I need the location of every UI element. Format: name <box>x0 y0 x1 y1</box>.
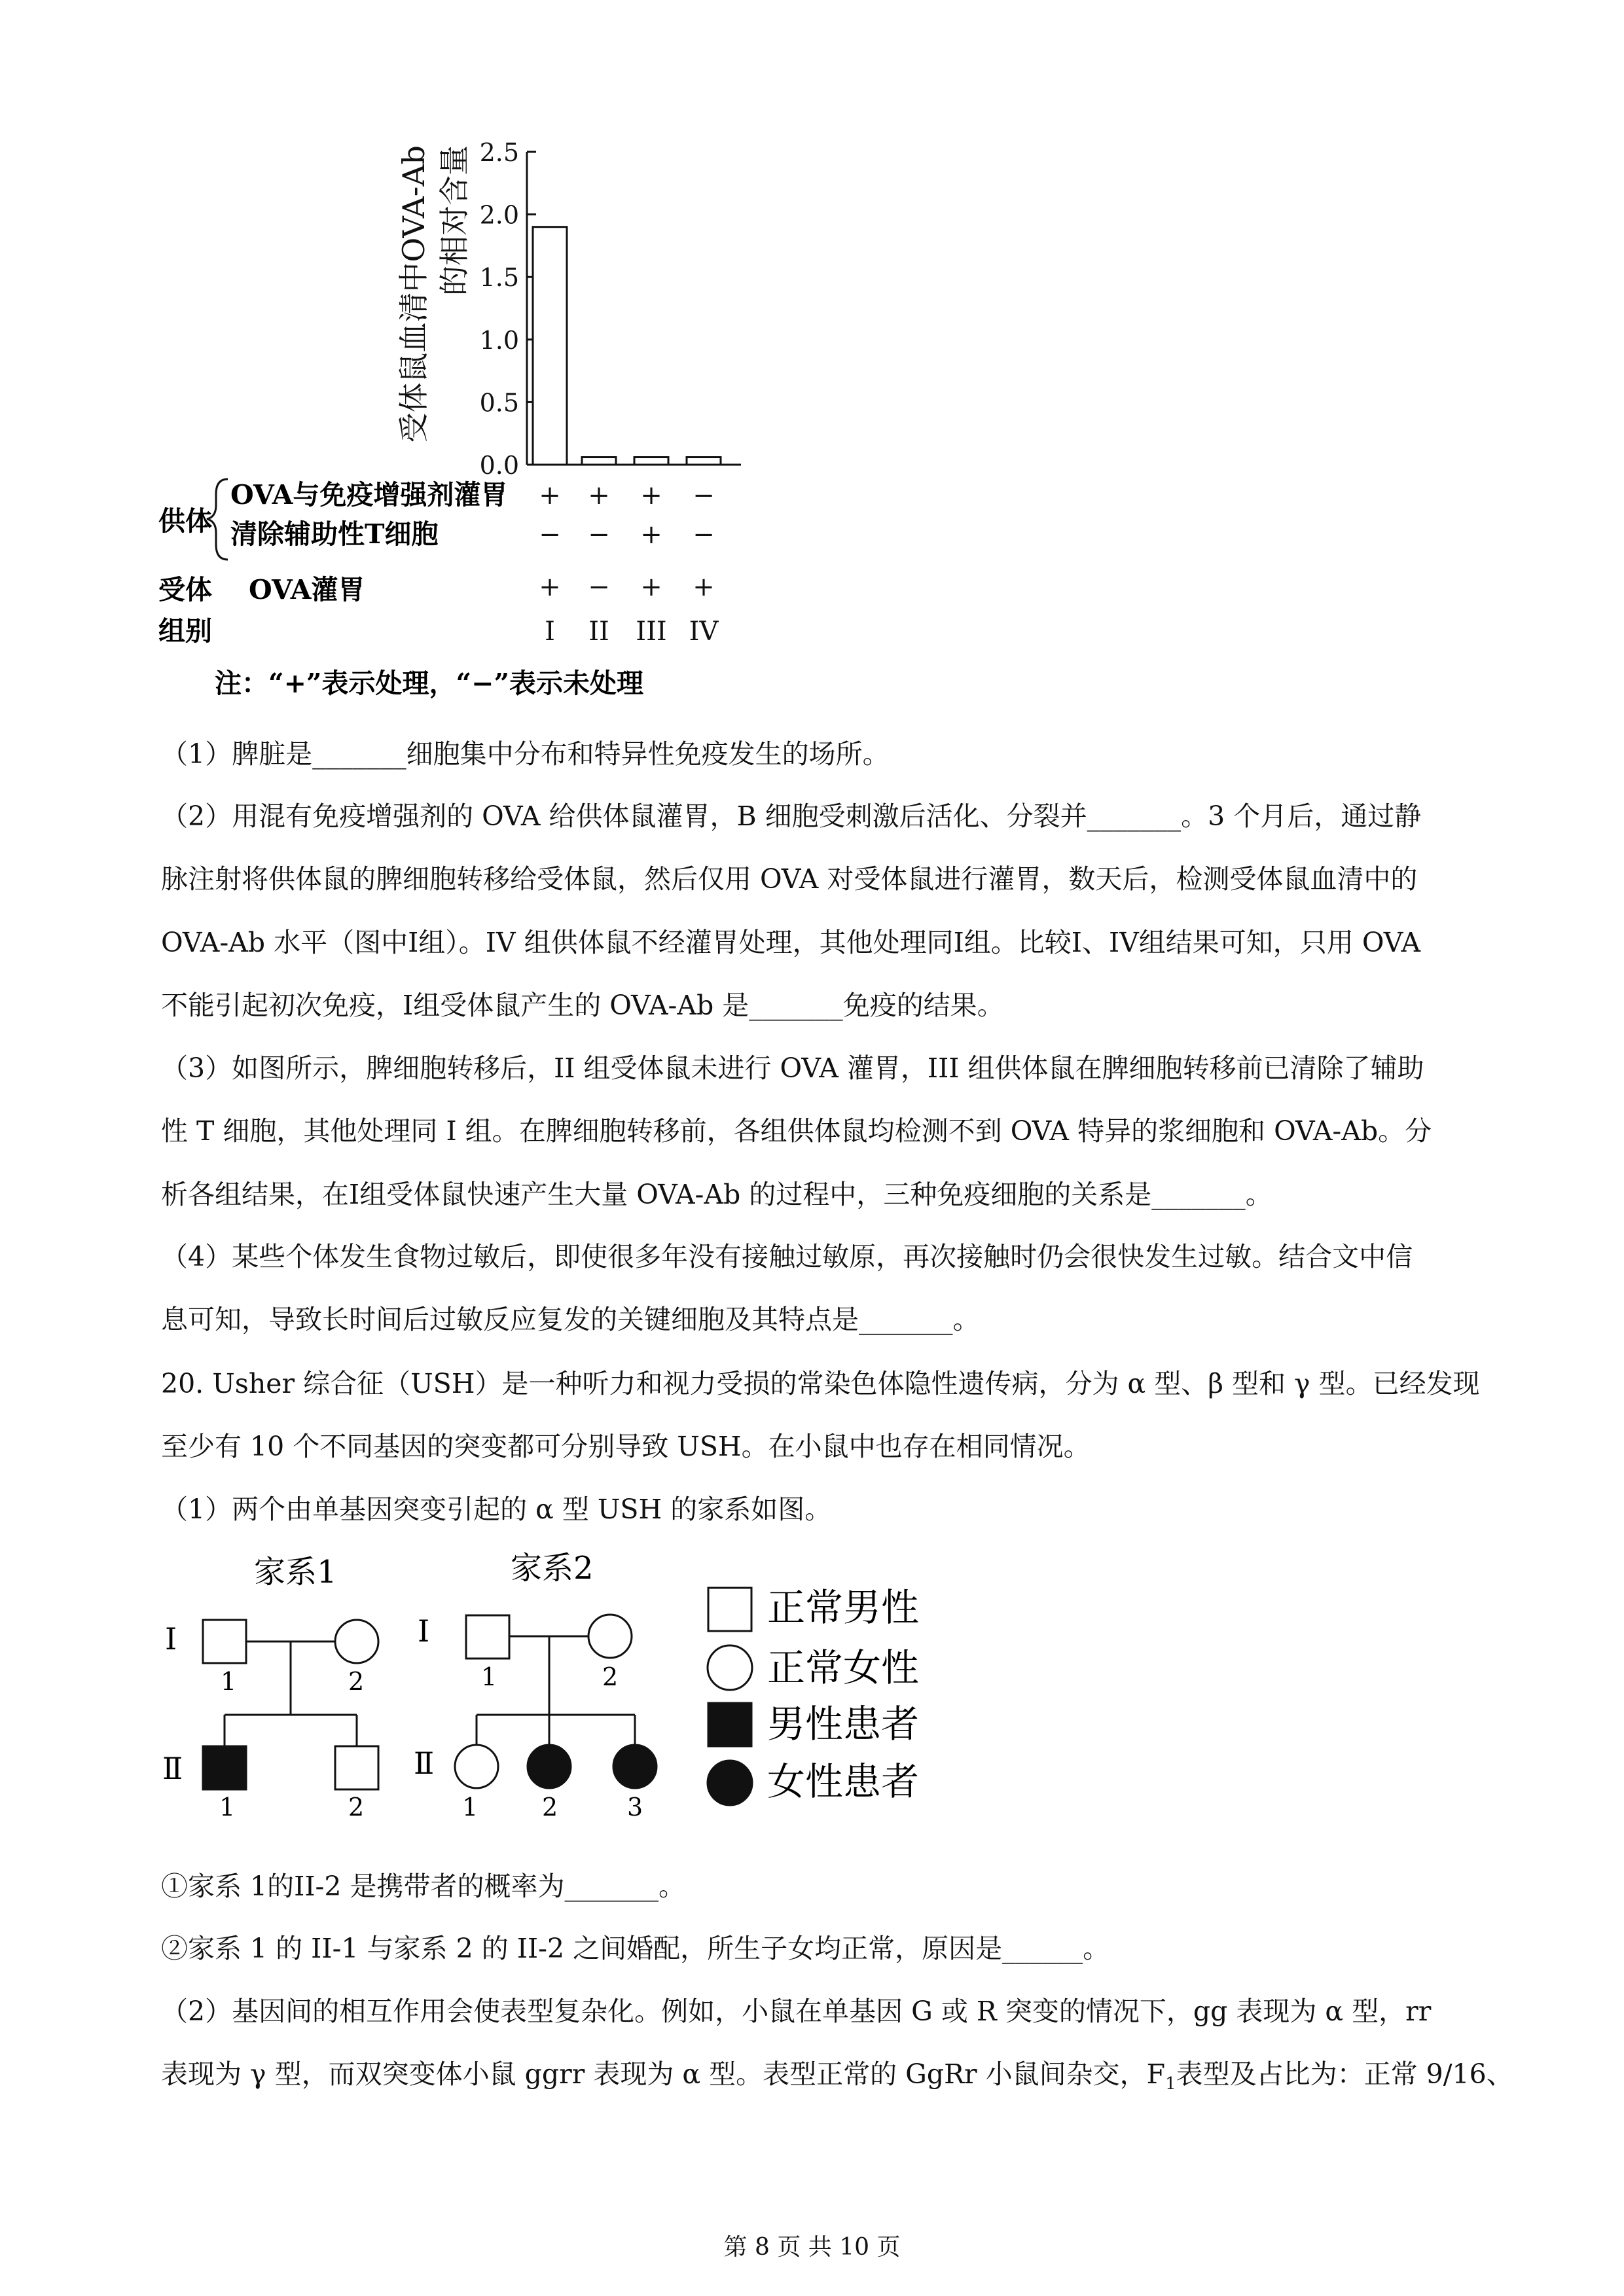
f2-ii1-normal-female <box>455 1745 498 1788</box>
recipient-ova-sign-4: + <box>693 572 715 602</box>
f2-i1-normal-male <box>466 1615 509 1659</box>
question-19-3-line-3: 析各组结果，在I组受体鼠快速产生大量 OVA-Ab 的过程中，三种免疫细胞的关系是_______。 <box>161 1179 1272 1210</box>
f2-i1-number: 1 <box>481 1662 497 1691</box>
y-tick-label: 0.5 <box>479 388 519 418</box>
donor-brace <box>207 479 228 560</box>
generation-ii-label-f1: Ⅱ <box>162 1751 183 1786</box>
page-footer <box>0 2229 1624 2262</box>
group-label-IV: IV <box>689 617 719 647</box>
donor-row-2-label: 清除辅助性T细胞 <box>230 518 439 550</box>
f1-i1-normal-male <box>203 1620 246 1663</box>
question-19-4-line-2: 息可知，导致长时间后过敏反应复发的关键细胞及其特点是_______。 <box>161 1304 980 1335</box>
legend-affected-male-symbol <box>708 1703 751 1746</box>
question-19-2-line-3: OVA-Ab 水平（图中I组）。IV 组供体鼠不经灌胃处理，其他处理同I组。比较I、IV组结果可知，只用 OVA <box>161 927 1421 958</box>
bar-group-I <box>533 227 567 465</box>
f2-ii3-number: 3 <box>627 1793 643 1821</box>
question-19-2-line-4: 不能引起初次免疫，I组受体鼠产生的 OVA-Ab 是_______免疫的结果。 <box>161 990 1004 1021</box>
legend-normal-male-symbol <box>708 1588 751 1631</box>
group-label-III: III <box>636 617 667 647</box>
generation-i-label-f2: I <box>418 1613 430 1649</box>
question-20-1: （1）两个由单基因突变引起的 α 型 USH 的家系如图。 <box>161 1494 832 1525</box>
question-20-2-line-2-end: 表型及占比为：正常 9/16、 <box>1176 2058 1513 2090</box>
pedigree-figure <box>157 1551 982 1826</box>
donor-t-cell-sign-2: − <box>588 520 610 550</box>
legend-normal-male: 正常男性 <box>767 1585 920 1630</box>
question-20-line-1: 20. Usher 综合征（USH）是一种听力和视力受损的常染色体隐性遗传病，分为 α 型、β 型和 γ 型。已经发现 <box>161 1368 1480 1399</box>
f1-i2-number: 2 <box>348 1667 365 1696</box>
question-20-2-line-1: （2）基因间的相互作用会使表型复杂化。例如，小鼠在单基因 G 或 R 突变的情况下，gg 表现为 α 型，rr <box>161 1996 1432 2027</box>
f1-i1-number: 1 <box>221 1667 237 1696</box>
f2-ii2-affected-female <box>528 1745 571 1788</box>
family-1-title: 家系1 <box>254 1554 337 1590</box>
legend-normal-female-symbol <box>708 1645 752 1690</box>
f1-ii1-number: 1 <box>219 1793 236 1821</box>
question-20-1-sub-2: ②家系 1 的 II-1 与家系 2 的 II-2 之间婚配，所生子女均正常，原因是______。 <box>161 1933 1110 1964</box>
donor-ova-sign-3: + <box>640 480 662 511</box>
donor-ova-sign-4: − <box>693 480 715 511</box>
legend-affected-female-symbol <box>708 1761 752 1805</box>
y-axis-label-2: 的相对含量 <box>437 145 472 296</box>
f2-i2-normal-female <box>588 1615 632 1658</box>
donor-ova-sign-2: + <box>588 480 610 511</box>
page-number: 第 8 页 共 10 页 <box>723 2234 901 2261</box>
f2-i2-number: 2 <box>602 1662 619 1691</box>
y-axis-label: 受体鼠血清中OVA-Ab <box>396 145 431 443</box>
donor-t-cell-sign-4: − <box>693 520 715 550</box>
donor-label: 供体 <box>158 505 212 537</box>
bar-group-III <box>634 457 668 465</box>
question-19-2-line-1: （2）用混有免疫增强剂的 OVA 给供体鼠灌胃，B 细胞受刺激后活化、分裂并_______。3 个月后，通过静 <box>161 800 1422 832</box>
generation-ii-label-f2: Ⅱ <box>414 1746 435 1781</box>
donor-ova-sign-1: + <box>539 480 561 511</box>
recipient-ova-sign-1: + <box>539 572 561 602</box>
f1-ii2-normal-male <box>335 1746 378 1789</box>
f2-ii1-number: 1 <box>462 1793 478 1821</box>
group-label-II: II <box>588 617 609 647</box>
question-20-1-sub-1: ①家系 1的II-2 是携带者的概率为_______。 <box>161 1871 685 1902</box>
group-label-I: I <box>545 617 555 647</box>
family-2-title: 家系2 <box>511 1551 594 1587</box>
donor-row-1-label: OVA与免疫增强剂灌胃 <box>230 479 508 511</box>
f1-ii1-affected-male <box>203 1746 246 1789</box>
f1-i2-normal-female <box>335 1620 378 1663</box>
group-label: 组别 <box>158 615 212 647</box>
generation-i-label-f1: I <box>165 1621 177 1657</box>
question-20-line-2: 至少有 10 个不同基因的突变都可分别导致 USH。在小鼠中也存在相同情况。 <box>161 1431 1091 1462</box>
legend-affected-female: 女性患者 <box>767 1759 920 1804</box>
y-tick-label: 1.5 <box>479 263 519 293</box>
question-19-3-line-1: （3）如图所示，脾细胞转移后，II 组受体鼠未进行 OVA 灌胃，III 组供体鼠在脾细胞转移前已清除了辅助 <box>161 1052 1424 1084</box>
recipient-label: 受体 <box>158 574 212 605</box>
recipient-row-label: OVA灌胃 <box>249 574 365 605</box>
question-19-2-line-2: 脉注射将供体鼠的脾细胞转移给受体鼠，然后仅用 OVA 对受体鼠进行灌胃，数天后，检测受体鼠血清中的 <box>161 863 1418 895</box>
y-tick-label: 1.0 <box>479 325 519 355</box>
f1-subscript: 1 <box>1165 2074 1176 2094</box>
bar-group-II <box>582 457 616 465</box>
legend-affected-male: 男性患者 <box>767 1702 920 1746</box>
f2-ii3-affected-female <box>613 1745 657 1788</box>
chart-note: 注：“+”表示处理，“−”表示未处理 <box>215 668 644 699</box>
question-20-2-line-2 <box>161 2054 1513 2104</box>
y-tick-label: 2.0 <box>479 200 519 230</box>
recipient-ova-sign-3: + <box>640 572 662 602</box>
recipient-ova-sign-2: − <box>588 572 610 602</box>
f2-ii2-number: 2 <box>542 1793 558 1821</box>
question-19-1: （1）脾脏是_______细胞集中分布和特异性免疫发生的场所。 <box>161 738 890 770</box>
y-tick-label: 2.5 <box>479 138 519 167</box>
donor-t-cell-sign-3: + <box>640 520 662 550</box>
legend-normal-female: 正常女性 <box>767 1645 920 1690</box>
bar-group-IV <box>687 457 721 465</box>
question-19-3-line-2: 性 T 细胞，其他处理同 I 组。在脾细胞转移前，各组供体鼠均检测不到 OVA 特异的浆细胞和 OVA-Ab。分 <box>161 1115 1432 1147</box>
question-20-2-line-2-text: 表现为 γ 型，而双突变体小鼠 ggrr 表现为 α 型。表型正常的 GgRr 小鼠间杂交，F <box>161 2058 1166 2090</box>
f1-ii2-number: 2 <box>348 1793 365 1821</box>
question-19-4-line-1: （4）某些个体发生食物过敏后，即使很多年没有接触过敏原，再次接触时仍会很快发生过敏。结合文中信 <box>161 1241 1413 1272</box>
y-tick-label: 0.0 <box>479 451 519 480</box>
donor-t-cell-sign-1: − <box>539 520 561 550</box>
ova-ab-bar-chart <box>144 118 772 707</box>
